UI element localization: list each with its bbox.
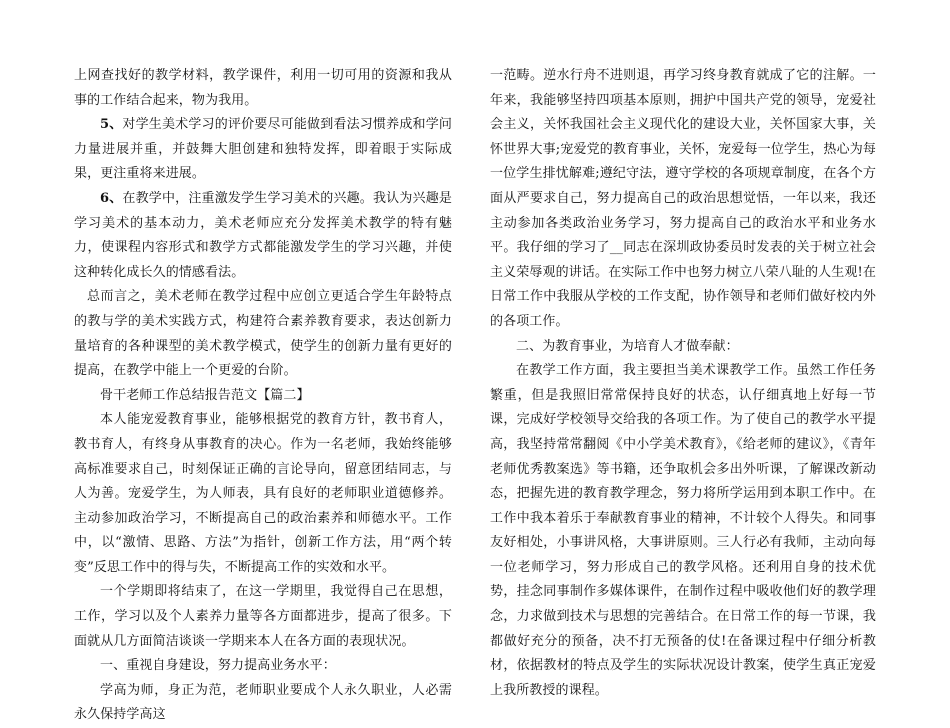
paragraph-teacher-role: 学高为师，身正为范，老师职业要成个人永久职业，人必需永久保持学高这 [74, 682, 452, 723]
right-text-column [490, 64, 876, 703]
paragraph-resources: 上网查找好的教学材料，教学课件，利用一切可用的资源和我从事的工作结合起来，物为我用。 [74, 68, 452, 108]
point-5-number: 5、 [100, 117, 123, 133]
left-text-column [74, 64, 452, 728]
heading-education-career: 二、为教育事业，为培育人才做奉献： [516, 338, 739, 354]
heading-self-construction: 一、重视自身建设，努力提高业务水平： [100, 658, 336, 674]
point-5-text: 对学生美术学习的评价要尽可能做到看法习惯养成和学问力量进展并重，并鼓舞大胆创建和独特发挥，即着眼于实际成果，更注重将来进展。 [74, 117, 452, 182]
paragraph-point-6 [74, 187, 452, 285]
point-6-number: 6、 [100, 190, 123, 206]
paragraph-point-5 [74, 113, 452, 187]
paragraph-dedication: 本人能宠爱教育事业，能够根据党的教育方针，教书育人，教书育人，有终身从事教育的决心。作为一名老师，我始终能够高标准要求自己，时刻保证正确的言论导向，留意团结同志，与人为善。宠爱学生，为人师表，具有良好的老师职业道德修养。主动参加政治学习，不断提高自己的政治素养和师德水平。工作中，以“激情、思路、方法”为指针，创新工作方法，用“两个转变”反思工作中的得与失，不断提高工作的实效和水平。 [74, 412, 452, 575]
paragraph-lifelong-learning: 一范畴。逆水行舟不进则退，再学习终身教育就成了它的注解。一年来，我能够坚持四项基本原则，拥护中国共产党的领导，宠爱社会主义，关怀我国社会主义现代化的建设大业，关怀国家大事，关怀世界大事;宠爱党的教育事业，关怀，宠爱每一位学生，热心为每一位学生排忧解难;遵纪守法，遵守学校的各项规章制度，在各个方面从严要求自己，努力提高自己的政治思想觉悟，一年以来，我还主动参加各类政治业务学习，努力提高自己的政治水平和业务水平。我仔细的学习了__同志在深圳政协委员时发表的关于树立社会主义荣辱观的讲话。在实际工作中也努力树立八荣八耻的人生观!在日常工作中我服从学校的工作支配，协作领导和老师们做好校内外的各项工作。 [490, 68, 876, 329]
point-6-text: 在教学中，注重激发学生学习美术的兴趣。我认为兴趣是学习美术的基本动力，美术老师应充分发挥美术教学的特有魅力，使课程内容形式和教学方式都能激发学生的学习兴趣，并使这种转化成长久的情感看法。 [74, 190, 452, 280]
paragraph-summary: 总而言之，美术老师在教学过程中应创立更适合学生年龄特点的教与学的美术实践方式，构建符合素养教育要求，表达创新力量培育的各种课型的美术教学模式，使学生的创新力量有更好的提高，在教学中能上一个更爱的台阶。 [74, 289, 452, 379]
paragraph-semester: 一个学期即将结束了，在这一学期里，我觉得自己在思想，工作，学习以及个人素养力量等各方面都进步，提高了很多。下面就从几方面简洁谈谈一学期来本人在各方面的表现状况。 [74, 584, 452, 649]
section-title-part-two: 骨干老师工作总结报告范文【篇二】 [100, 387, 310, 403]
paragraph-teaching-work: 在教学工作方面，我主要担当美术课教学工作。虽然工作任务繁重，但是我照旧常常保持良好的状态，认仔细真地上好每一节课，完成好学校领导交给我的各项工作。为了使自己的教学水平提高，我坚持常常翻阅《中小学美术教育》，《给老师的建议》，《青年老师优秀教案选》等书籍，还争取机会多出外听课，了解课改新动态，把握先进的教育教学理念，努力将所学运用到本职工作中。在工作中我本着乐于奉献教育事业的精神，不计较个人得失。和同事友好相处，小事讲风格，大事讲原则。三人行必有我师，主动向每一位老师学习，努力形成自己的教学风格。还利用自身的技术优势，挂念同事制作多媒体课件，在制作过程中吸收他们好的教学理念，力求做到技术与思想的完善结合。在日常工作的每一节课，我都做好充分的预备，决不打无预备的仗!在备课过程中仔细分析教材，依据教材的特点及学生的实际状况设计教案，使学生真正宠爱上我所教授的课程。 [490, 363, 876, 698]
